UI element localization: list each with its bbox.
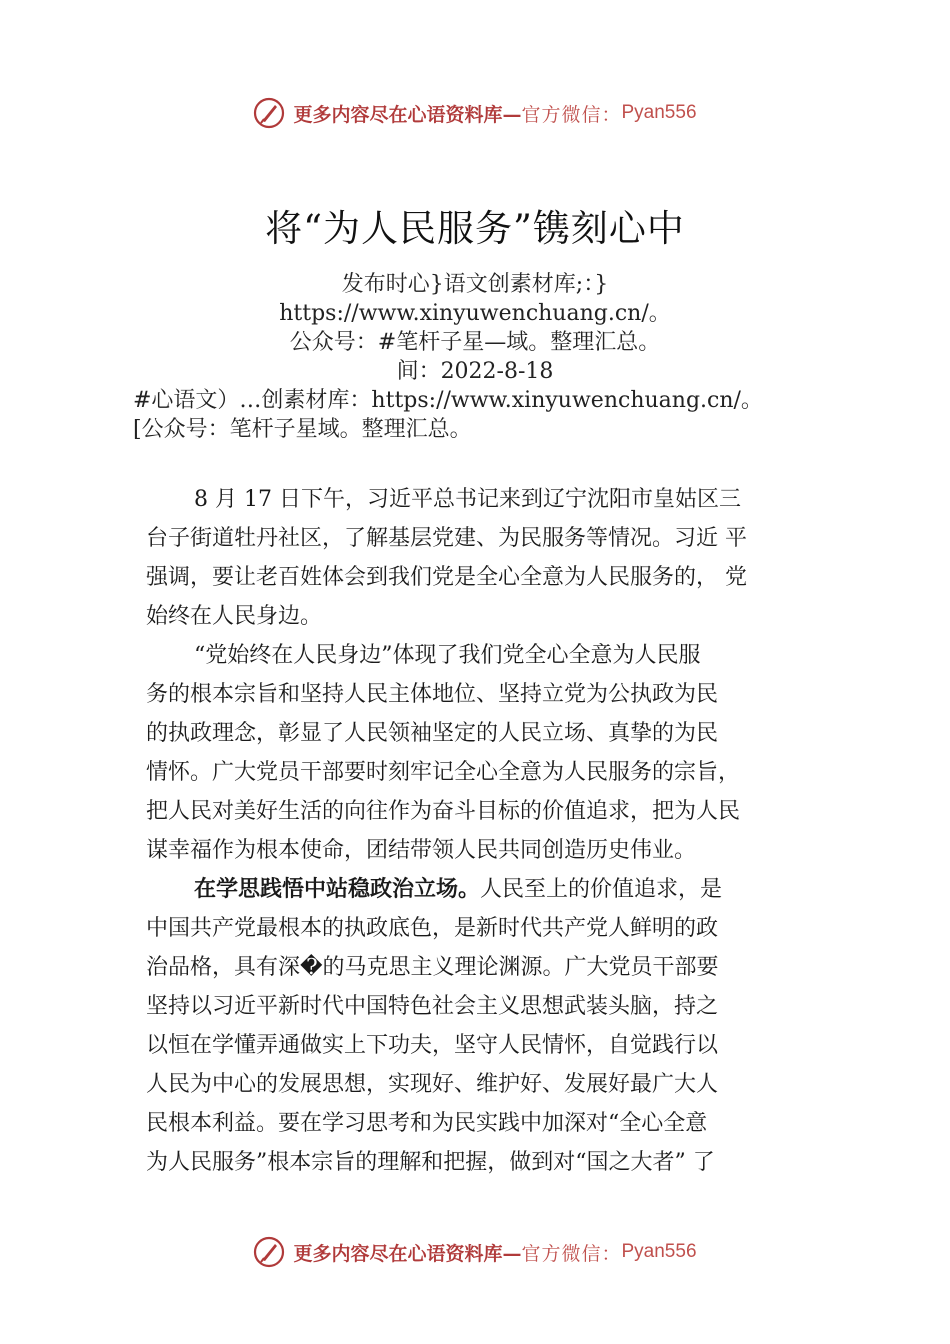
footer-banner bbox=[0, 1232, 950, 1272]
paragraph-line bbox=[146, 870, 834, 909]
header-banner bbox=[0, 93, 950, 133]
paragraph-line: 中国共产党最根本的执政底色，是新时代共产党人鲜明的政 bbox=[146, 916, 719, 941]
paragraph-line: 8 月 17 日下午，习近平总书记来到辽宁沈阳市皇姑区三 bbox=[194, 487, 741, 512]
paragraph-line: 的执政理念，彰显了人民领袖坚定的人民立场、真挚的为民 bbox=[146, 721, 719, 746]
paragraph-line: 人民为中心的发展思想，实现好、维护好、发展好最广大人 bbox=[146, 1072, 719, 1097]
quill-logo-icon bbox=[253, 97, 285, 129]
banner-wechat-id: Pyan556 bbox=[621, 102, 697, 123]
paragraph-line: 民根本利益。要在学习思考和为民实践中加深对“全心全意 bbox=[146, 1111, 708, 1136]
meta-line: https://www.xinyuwenchuang.cn/。 bbox=[279, 301, 671, 326]
paragraph-text: 人民至上的价值追求，是 bbox=[480, 877, 723, 902]
paragraph-line: 始终在人民身边。 bbox=[146, 604, 323, 629]
banner-wechat-id: Pyan556 bbox=[621, 1241, 697, 1262]
meta-line: [公众号：笔杆子星域。整理汇总。 bbox=[133, 417, 472, 442]
paragraph-line: 把人民对美好生活的向往作为奋斗目标的价值追求，把为人民 bbox=[146, 799, 741, 824]
paragraph-line: 以恒在学懂弄通做实上下功夫，坚守人民情怀，自觉践行以 bbox=[146, 1033, 719, 1058]
paragraph-line: 为人民服务”根本宗旨的理解和把握，做到对“国之大者” 了 bbox=[146, 1150, 715, 1175]
paragraph-line: “党始终在人民身边”体现了我们党全心全意为人民服 bbox=[194, 643, 701, 668]
quill-logo-icon bbox=[253, 1236, 285, 1268]
paragraph-line: 务的根本宗旨和坚持人民主体地位、坚持立党为公执政为民 bbox=[146, 682, 719, 707]
banner-text: 更多内容尽在心语资料库— bbox=[293, 103, 522, 126]
paragraph-line: 强调，要让老百姓体会到我们党是全心全意为人民服务的， 党 bbox=[146, 565, 747, 590]
paragraph-line: 情怀。广大党员干部要时刻牢记全心全意为人民服务的宗旨， bbox=[146, 760, 741, 785]
paragraph-line: 治品格，具有深�的马克思主义理论渊源。广大党员干部要 bbox=[146, 955, 719, 980]
meta-line: 公众号：#笔杆子星—域。整理汇总。 bbox=[289, 330, 661, 355]
article-body bbox=[146, 480, 834, 1182]
meta-block bbox=[0, 270, 950, 444]
paragraph-line: 谋幸福作为根本使命，团结带领人民共同创造历史伟业。 bbox=[146, 838, 697, 863]
meta-line: #心语文）…创素材库：https://www.xinyuwenchuang.cn/。 bbox=[133, 388, 763, 413]
paragraph-line: 台子街道牡丹社区，了解基层党建、为民服务等情况。习近 平 bbox=[146, 526, 747, 551]
banner-text: 更多内容尽在心语资料库— bbox=[293, 1242, 522, 1265]
article-title: 将“为人民服务”镌刻心中 bbox=[265, 207, 685, 250]
banner-wechat-label: 官方微信： bbox=[521, 1243, 622, 1265]
banner-wechat-label: 官方微信： bbox=[521, 104, 622, 126]
meta-line: 间：2022-8-18 bbox=[396, 359, 554, 384]
paragraph-line: 坚持以习近平新时代中国特色社会主义思想武装头脑，持之 bbox=[146, 994, 719, 1019]
meta-line: 发布时心}语文创素材库;：} bbox=[341, 272, 609, 297]
section-heading: 在学思践悟中站稳政治立场。 bbox=[194, 877, 481, 902]
